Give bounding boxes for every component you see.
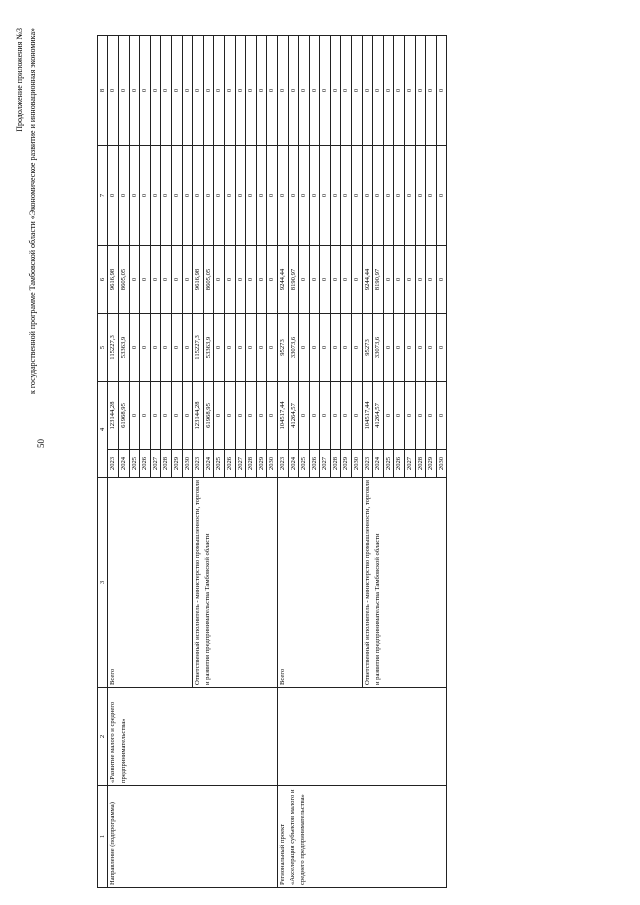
year-cell: 2026 bbox=[309, 450, 320, 478]
page-number: 50 bbox=[36, 439, 46, 448]
value-cell: 0 bbox=[182, 381, 193, 449]
value-cell: 0 bbox=[341, 381, 352, 449]
value-cell: 0 bbox=[224, 381, 235, 449]
value-cell: 115227,3 bbox=[193, 313, 204, 381]
year-cell: 2027 bbox=[320, 450, 331, 478]
value-cell: 0 bbox=[182, 145, 193, 245]
column-number: 6 bbox=[98, 245, 108, 313]
value-cell: 0 bbox=[267, 381, 278, 449]
value-cell: 0 bbox=[341, 145, 352, 245]
value-cell: 0 bbox=[383, 313, 394, 381]
value-cell: 0 bbox=[235, 381, 246, 449]
value-cell: 0 bbox=[309, 145, 320, 245]
value-cell: 61968,95 bbox=[119, 381, 130, 449]
value-cell: 0 bbox=[140, 145, 151, 245]
value-cell: 0 bbox=[224, 35, 235, 145]
value-cell: 0 bbox=[330, 313, 341, 381]
value-cell: 0 bbox=[330, 381, 341, 449]
value-cell: 0 bbox=[288, 145, 299, 245]
column-number: 5 bbox=[98, 313, 108, 381]
value-cell: 0 bbox=[267, 313, 278, 381]
value-cell: 0 bbox=[140, 35, 151, 145]
value-cell: 0 bbox=[415, 145, 426, 245]
value-cell: 0 bbox=[341, 313, 352, 381]
executor-cell: Всего bbox=[277, 478, 362, 688]
value-cell: 9244,44 bbox=[277, 245, 288, 313]
value-cell: 104517,44 bbox=[362, 381, 373, 449]
value-cell: 33073,6 bbox=[373, 313, 384, 381]
value-cell: 0 bbox=[352, 245, 363, 313]
year-cell: 2026 bbox=[394, 450, 405, 478]
value-cell: 0 bbox=[214, 245, 225, 313]
value-cell: 0 bbox=[330, 145, 341, 245]
value-cell: 0 bbox=[203, 35, 214, 145]
value-cell: 0 bbox=[119, 35, 130, 145]
value-cell: 0 bbox=[140, 245, 151, 313]
value-cell: 0 bbox=[299, 381, 310, 449]
value-cell: 9616,98 bbox=[193, 245, 204, 313]
value-cell: 0 bbox=[256, 245, 267, 313]
value-cell: 0 bbox=[161, 313, 172, 381]
value-cell: 0 bbox=[330, 245, 341, 313]
value-cell: 9616,98 bbox=[108, 245, 119, 313]
value-cell: 0 bbox=[161, 145, 172, 245]
value-cell: 123144,28 bbox=[108, 381, 119, 449]
value-cell: 0 bbox=[119, 145, 130, 245]
financing-table bbox=[97, 35, 447, 888]
value-cell: 0 bbox=[140, 313, 151, 381]
value-cell: 0 bbox=[436, 381, 447, 449]
value-cell: 0 bbox=[108, 35, 119, 145]
year-cell: 2025 bbox=[383, 450, 394, 478]
value-cell: 0 bbox=[383, 245, 394, 313]
value-cell: 41264,57 bbox=[373, 381, 384, 449]
value-cell: 0 bbox=[150, 313, 161, 381]
value-cell: 0 bbox=[214, 35, 225, 145]
value-cell: 115227,3 bbox=[108, 313, 119, 381]
subprogram-name-cell bbox=[277, 688, 447, 786]
value-cell: 0 bbox=[299, 145, 310, 245]
value-cell: 0 bbox=[129, 245, 140, 313]
year-cell: 2025 bbox=[129, 450, 140, 478]
value-cell: 95273 bbox=[362, 313, 373, 381]
value-cell: 0 bbox=[171, 381, 182, 449]
value-cell: 0 bbox=[224, 313, 235, 381]
year-cell: 2024 bbox=[373, 450, 384, 478]
year-cell: 2029 bbox=[256, 450, 267, 478]
year-cell: 2030 bbox=[436, 450, 447, 478]
value-cell: 0 bbox=[182, 245, 193, 313]
value-cell: 0 bbox=[405, 35, 416, 145]
table-row bbox=[277, 35, 288, 887]
value-cell: 0 bbox=[426, 245, 437, 313]
value-cell: 0 bbox=[235, 313, 246, 381]
value-cell: 0 bbox=[309, 313, 320, 381]
value-cell: 0 bbox=[426, 35, 437, 145]
value-cell: 0 bbox=[309, 381, 320, 449]
value-cell: 0 bbox=[246, 313, 257, 381]
column-number: 3 bbox=[98, 478, 108, 688]
value-cell: 0 bbox=[394, 35, 405, 145]
value-cell: 0 bbox=[320, 381, 331, 449]
value-cell: 0 bbox=[352, 381, 363, 449]
column-number: 1 bbox=[98, 786, 108, 888]
value-cell: 0 bbox=[277, 35, 288, 145]
value-cell: 8605,05 bbox=[203, 245, 214, 313]
value-cell: 0 bbox=[405, 381, 416, 449]
value-cell: 0 bbox=[309, 245, 320, 313]
year-cell: 2027 bbox=[150, 450, 161, 478]
value-cell: 0 bbox=[436, 35, 447, 145]
value-cell: 0 bbox=[235, 35, 246, 145]
value-cell: 0 bbox=[246, 381, 257, 449]
value-cell: 0 bbox=[129, 35, 140, 145]
value-cell: 0 bbox=[383, 35, 394, 145]
value-cell: 0 bbox=[203, 145, 214, 245]
value-cell: 0 bbox=[171, 35, 182, 145]
value-cell: 0 bbox=[182, 313, 193, 381]
value-cell: 0 bbox=[299, 245, 310, 313]
value-cell: 0 bbox=[246, 245, 257, 313]
subprogram-name-cell: «Развитие малого и среднего предпринимательства» bbox=[108, 688, 278, 786]
year-cell: 2025 bbox=[214, 450, 225, 478]
value-cell: 53363,9 bbox=[203, 313, 214, 381]
year-cell: 2030 bbox=[182, 450, 193, 478]
year-cell: 2027 bbox=[235, 450, 246, 478]
value-cell: 0 bbox=[150, 35, 161, 145]
value-cell: 0 bbox=[373, 35, 384, 145]
value-cell: 0 bbox=[256, 313, 267, 381]
year-cell: 2024 bbox=[119, 450, 130, 478]
executor-cell: Ответственный исполнитель - министерство промышленности, торговли и развития предпринимательства Тамбовской области bbox=[362, 478, 447, 688]
value-cell: 0 bbox=[405, 245, 416, 313]
value-cell: 0 bbox=[256, 35, 267, 145]
value-cell: 0 bbox=[288, 35, 299, 145]
value-cell: 0 bbox=[341, 35, 352, 145]
value-cell: 0 bbox=[352, 313, 363, 381]
value-cell: 0 bbox=[277, 145, 288, 245]
year-cell: 2028 bbox=[161, 450, 172, 478]
year-cell: 2028 bbox=[415, 450, 426, 478]
value-cell: 0 bbox=[246, 145, 257, 245]
value-cell: 0 bbox=[214, 313, 225, 381]
value-cell: 0 bbox=[161, 35, 172, 145]
value-cell: 8190,97 bbox=[288, 245, 299, 313]
value-cell: 0 bbox=[415, 313, 426, 381]
value-cell: 0 bbox=[352, 145, 363, 245]
value-cell: 0 bbox=[193, 35, 204, 145]
value-cell: 0 bbox=[320, 313, 331, 381]
column-number: 4 bbox=[98, 381, 108, 477]
value-cell: 0 bbox=[436, 245, 447, 313]
value-cell: 0 bbox=[394, 313, 405, 381]
value-cell: 61968,95 bbox=[203, 381, 214, 449]
year-cell: 2029 bbox=[171, 450, 182, 478]
value-cell: 0 bbox=[341, 245, 352, 313]
value-cell: 0 bbox=[235, 145, 246, 245]
value-cell: 0 bbox=[415, 35, 426, 145]
direction-cell: Региональный проект «Акселерация субъектов малого и среднего предпринимательства» bbox=[277, 786, 447, 888]
value-cell: 53363,9 bbox=[119, 313, 130, 381]
value-cell: 104517,44 bbox=[277, 381, 288, 449]
value-cell: 0 bbox=[373, 145, 384, 245]
column-number: 7 bbox=[98, 145, 108, 245]
value-cell: 0 bbox=[394, 145, 405, 245]
value-cell: 0 bbox=[267, 35, 278, 145]
value-cell: 0 bbox=[246, 35, 257, 145]
value-cell: 0 bbox=[362, 145, 373, 245]
value-cell: 0 bbox=[383, 145, 394, 245]
executor-cell: Всего bbox=[108, 478, 193, 688]
value-cell: 0 bbox=[129, 313, 140, 381]
value-cell: 0 bbox=[320, 245, 331, 313]
value-cell: 0 bbox=[171, 145, 182, 245]
value-cell: 0 bbox=[182, 35, 193, 145]
value-cell: 9244,44 bbox=[362, 245, 373, 313]
value-cell: 0 bbox=[320, 145, 331, 245]
value-cell: 0 bbox=[161, 381, 172, 449]
value-cell: 0 bbox=[256, 381, 267, 449]
value-cell: 0 bbox=[394, 381, 405, 449]
value-cell: 0 bbox=[330, 35, 341, 145]
year-cell: 2023 bbox=[108, 450, 119, 478]
column-number: 8 bbox=[98, 35, 108, 145]
value-cell: 0 bbox=[224, 145, 235, 245]
rotated-page-content bbox=[15, 28, 537, 888]
executor-cell: Ответственный исполнитель - министерство промышленности, торговли и развития предпринимательства Тамбовской области bbox=[193, 478, 278, 688]
value-cell: 0 bbox=[426, 381, 437, 449]
value-cell: 0 bbox=[405, 145, 416, 245]
value-cell: 0 bbox=[161, 245, 172, 313]
table-body bbox=[98, 35, 447, 887]
year-cell: 2030 bbox=[352, 450, 363, 478]
year-cell: 2029 bbox=[341, 450, 352, 478]
year-cell: 2023 bbox=[362, 450, 373, 478]
year-cell: 2025 bbox=[299, 450, 310, 478]
value-cell: 0 bbox=[405, 313, 416, 381]
value-cell: 0 bbox=[150, 381, 161, 449]
value-cell: 95273 bbox=[277, 313, 288, 381]
value-cell: 0 bbox=[171, 245, 182, 313]
value-cell: 0 bbox=[256, 145, 267, 245]
value-cell: 0 bbox=[415, 245, 426, 313]
value-cell: 0 bbox=[436, 145, 447, 245]
year-cell: 2023 bbox=[277, 450, 288, 478]
year-cell: 2028 bbox=[330, 450, 341, 478]
value-cell: 0 bbox=[150, 145, 161, 245]
value-cell: 0 bbox=[415, 381, 426, 449]
value-cell: 0 bbox=[150, 245, 161, 313]
year-cell: 2027 bbox=[405, 450, 416, 478]
value-cell: 0 bbox=[362, 35, 373, 145]
direction-cell: Направление (подпрограмма) bbox=[108, 786, 278, 888]
value-cell: 0 bbox=[193, 145, 204, 245]
value-cell: 0 bbox=[299, 313, 310, 381]
value-cell: 0 bbox=[309, 35, 320, 145]
value-cell: 0 bbox=[171, 313, 182, 381]
column-number: 2 bbox=[98, 688, 108, 786]
value-cell: 33073,6 bbox=[288, 313, 299, 381]
value-cell: 0 bbox=[224, 245, 235, 313]
year-cell: 2026 bbox=[140, 450, 151, 478]
value-cell: 8190,97 bbox=[373, 245, 384, 313]
year-cell: 2024 bbox=[288, 450, 299, 478]
value-cell: 0 bbox=[394, 245, 405, 313]
value-cell: 0 bbox=[299, 35, 310, 145]
value-cell: 0 bbox=[436, 313, 447, 381]
year-cell: 2030 bbox=[267, 450, 278, 478]
value-cell: 0 bbox=[140, 381, 151, 449]
column-number-row bbox=[98, 35, 108, 887]
value-cell: 0 bbox=[129, 145, 140, 245]
value-cell: 0 bbox=[129, 381, 140, 449]
value-cell: 41264,57 bbox=[288, 381, 299, 449]
appendix-continuation-title: Продолжение приложения №3 bbox=[15, 28, 24, 132]
value-cell: 8605,05 bbox=[119, 245, 130, 313]
table-row bbox=[108, 35, 119, 887]
year-cell: 2026 bbox=[224, 450, 235, 478]
value-cell: 0 bbox=[214, 381, 225, 449]
year-cell: 2029 bbox=[426, 450, 437, 478]
year-cell: 2023 bbox=[193, 450, 204, 478]
value-cell: 0 bbox=[426, 145, 437, 245]
value-cell: 0 bbox=[267, 145, 278, 245]
value-cell: 0 bbox=[108, 145, 119, 245]
year-cell: 2024 bbox=[203, 450, 214, 478]
value-cell: 0 bbox=[320, 35, 331, 145]
value-cell: 0 bbox=[267, 245, 278, 313]
year-cell: 2028 bbox=[246, 450, 257, 478]
value-cell: 0 bbox=[214, 145, 225, 245]
value-cell: 0 bbox=[426, 313, 437, 381]
value-cell: 0 bbox=[352, 35, 363, 145]
program-title: к государственной программе Тамбовской области «Экономическое развитие и инновационная экономика» bbox=[28, 28, 37, 395]
value-cell: 0 bbox=[235, 245, 246, 313]
value-cell: 123144,28 bbox=[193, 381, 204, 449]
value-cell: 0 bbox=[383, 381, 394, 449]
